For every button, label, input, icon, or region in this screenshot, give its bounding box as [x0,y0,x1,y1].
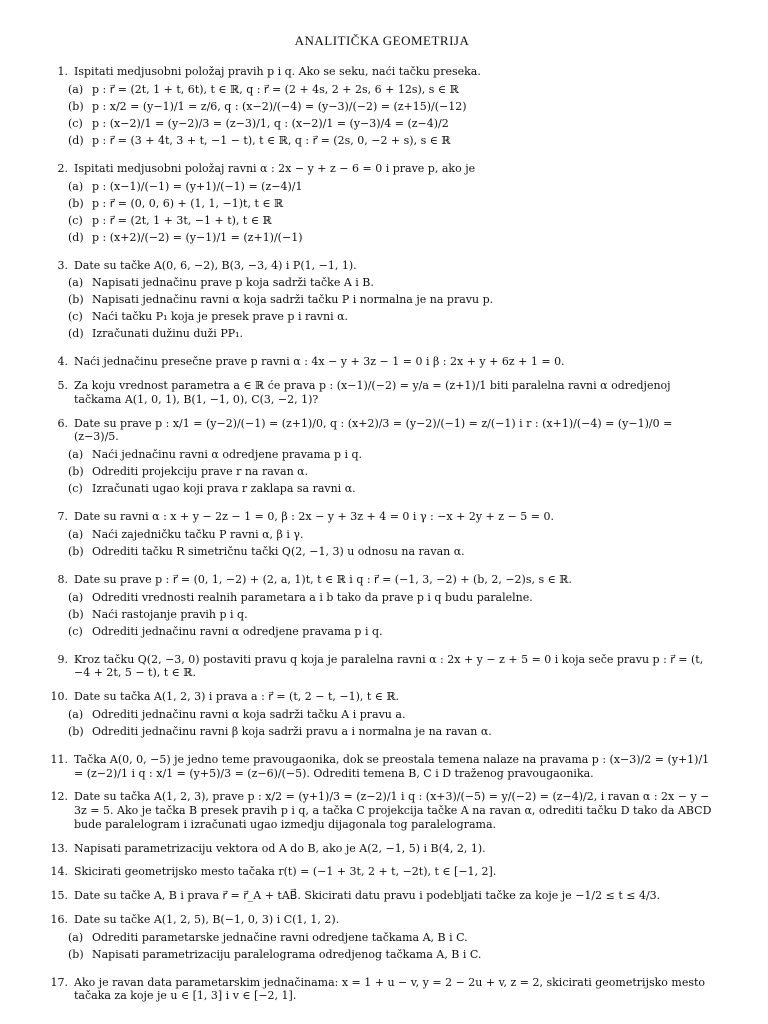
problem-item [48,162,716,249]
problem-number: 2. [57,161,68,175]
subpart [68,609,716,626]
problem-text: Kroz tačku Q(2, −3, 0) postaviti pravu q koja je paralelna ravni α : 2x + y − z + 5 = 0 i koja seče pravu p : r⃗ = (t, −4 + 2t, 5 − t), t ∈ ℝ. [74,652,704,680]
problem-item [48,753,716,781]
subpart-list [68,932,716,966]
problem-statement [48,65,716,79]
subpart-label: (a) [68,448,84,461]
problem-text: Date su ravni α : x + y − 2z − 1 = 0, β : 2x − y + 3z + 4 = 0 i γ : −x + 2y + z − 5 = 0. [74,510,554,523]
problem-item [48,65,716,152]
subpart [68,84,716,101]
subpart-label: (b) [68,607,84,621]
problem-item [48,913,716,966]
subpart-text: p : (x−1)/(−1) = (y+1)/(−1) = (z−4)/1 [92,179,303,193]
subpart-list [68,449,716,500]
subpart [68,483,716,500]
problem-number: 13. [50,841,68,855]
problem-number: 5. [57,379,68,392]
subpart-text: p : (x−2)/1 = (y−2)/3 = (z−3)/1, q : (x−2)/1 = (y−3)/4 = (z−4)/2 [92,116,449,130]
subpart-list [68,84,716,152]
subpart [68,709,716,726]
subpart-text: Odrediti jednačinu ravni α odredjene pravama p i q. [92,624,383,638]
problem-text: Ispitati medjusobni položaj pravih p i q. Ako se seku, naći tačku preseka. [74,65,481,78]
problem-number: 10. [50,690,68,703]
subpart-text: p : (x+2)/(−2) = (y−1)/1 = (z+1)/(−1) [92,230,303,244]
problem-number: 15. [50,889,68,902]
problem-number: 11. [50,752,68,766]
subpart [68,592,716,609]
subpart [68,449,716,466]
problem-text: Napisati parametrizaciju vektora od A do B, ako je A(2, −1, 5) i B(4, 2, 1). [74,841,486,855]
problem-statement [48,913,716,927]
subpart [68,311,716,328]
subpart [68,277,716,294]
page-title: ANALITIČKA GEOMETRIJA [294,33,470,48]
subpart [68,181,716,198]
subpart-label: (c) [68,213,83,227]
subpart [68,466,716,483]
problem-text: Date su tačke A(1, 2, 5), B(−1, 0, 3) i C(1, 1, 2). [74,912,340,926]
problem-statement [48,355,716,369]
subpart [68,198,716,215]
problem-text: Ako je ravan data parametarskim jednačinama: x = 1 + u − v, y = 2 − 2u + v, z = 2, skicirati geometrijsko mesto tačaka za koje je u ∈ [1, 3] i v ∈ [−2, 1]. [74,975,706,1003]
subpart-text: p : r⃗ = (2t, 1 + t, 6t), t ∈ ℝ, q : r⃗ = (2 + 4s, 2 + 2s, 6 + 12s), s ∈ ℝ [92,82,459,96]
subpart-label: (a) [68,590,84,604]
problem-item [48,653,716,681]
problem-number: 14. [50,865,68,879]
problem-statement [48,753,716,781]
subpart-label: (b) [68,465,84,478]
subpart-text: Napisati parametrizaciju paralelograma odredjenog tačkama A, B i C. [92,947,482,961]
problem-number: 1. [57,65,68,78]
subpart [68,932,716,949]
subpart-text: p : x/2 = (y−1)/1 = z/6, q : (x−2)/(−4) = (y−3)/(−2) = (z+15)/(−12) [92,99,467,113]
subpart-text: Odrediti projekciju prave r na ravan α. [92,465,309,478]
problem-statement [48,259,716,273]
subpart-text: Napisati jednačinu prave p koja sadrži tačke A i B. [92,276,374,290]
subpart-text: Naći rastojanje pravih p i q. [92,607,248,621]
subpart-label: (b) [68,544,84,558]
subpart-text: Odrediti parametarske jednačine ravni odredjene tačkama A, B i C. [92,930,468,944]
subpart-text: Odrediti tačku R simetričnu tački Q(2, −1, 3) u odnosu na ravan α. [92,544,465,558]
problem-number: 12. [50,790,68,804]
subpart-text: Izračunati ugao koji prava r zaklapa sa ravni α. [92,482,356,495]
problem-item [48,865,716,879]
subpart-label: (c) [68,310,83,324]
problem-number: 6. [57,416,68,430]
problem-statement [48,653,716,681]
subpart-label: (a) [68,82,84,96]
problem-number: 17. [50,975,68,989]
subpart [68,232,716,249]
problem-item [48,889,716,903]
problem-statement [48,790,716,831]
problem-number: 16. [50,912,68,926]
subpart [68,546,716,563]
problem-statement [48,573,716,587]
problem-item [48,355,716,369]
subpart-label: (b) [68,293,84,307]
subpart [68,135,716,152]
subpart [68,726,716,743]
problem-item [48,790,716,831]
subpart-list [68,592,716,643]
subpart-text: p : r⃗ = (3 + 4t, 3 + t, −1 − t), t ∈ ℝ, q : r⃗ = (2s, 0, −2 + s), s ∈ ℝ [92,133,451,147]
subpart-label: (b) [68,947,84,961]
problem-text: Za koju vrednost parametra a ∈ ℝ će prava p : (x−1)/(−2) = y/a = (z+1)/1 biti paralelna ravni α odredjenoj tačkama A(1, 0, 1), B(1, −1, 0), C(3, −2, 1)? [74,379,671,406]
problem-statement [48,379,716,407]
subpart-label: (a) [68,930,84,944]
subpart [68,215,716,232]
problem-item [48,976,716,1004]
subpart-label: (c) [68,624,83,638]
subpart-text: Izračunati dužinu duži PP₁. [92,327,244,341]
problem-statement [48,865,716,879]
subpart [68,294,716,311]
problem-text: Date su tačke A, B i prava r⃗ = r⃗_A + tAB⃗. Skicirati datu pravu i podebljati tačke za koje je −1/2 ≤ t ≤ 4/3. [74,889,661,902]
problem-number: 9. [57,652,68,666]
problem-statement [48,417,716,445]
subpart-text: Naći jednačinu ravni α odredjene pravama p i q. [92,448,363,461]
subpart-label: (d) [68,230,84,244]
problem-number: 3. [57,258,68,272]
problem-text: Naći jednačinu presečne prave p ravni α : 4x − y + 3z − 1 = 0 i β : 2x + y + 6z + 1 = 0. [74,355,565,369]
subpart-text: Naći zajedničku tačku P ravni α, β i γ. [92,527,304,541]
subpart-text: Odrediti jednačinu ravni α koja sadrži tačku A i pravu a. [92,707,406,721]
subpart-text: Napisati jednačinu ravni α koja sadrži tačku P i normalna je na pravu p. [92,293,494,307]
subpart-label: (a) [68,527,84,541]
problem-text: Date su prave p : x/1 = (y−2)/(−1) = (z+1)/0, q : (x+2)/3 = (y−2)/(−1) = z/(−1) i r : (x+1)/(−4) = (y−1)/0 = (z−3)/5. [74,416,673,444]
problem-text: Date su tačke A(0, 6, −2), B(3, −3, 4) i P(1, −1, 1). [74,258,357,272]
subpart [68,328,716,345]
subpart-text: Odrediti jednačinu ravni β koja sadrži pravu a i normalna je na ravan α. [92,724,492,738]
problem-item [48,417,716,501]
problem-item [48,379,716,407]
subpart-list [68,181,716,249]
problem-text: Date su tačka A(1, 2, 3) i prava a : r⃗ = (t, 2 − t, −1), t ∈ ℝ. [74,690,400,703]
problem-statement [48,162,716,176]
problem-item [48,842,716,856]
subpart-label: (c) [68,116,83,130]
problem-text: Date su prave p : r⃗ = (0, 1, −2) + (2, a, 1)t, t ∈ ℝ i q : r⃗ = (−1, 3, −2) + (b, 2, −2)s, s ∈ ℝ. [74,572,572,586]
problem-number: 8. [57,572,68,586]
subpart-list [68,529,716,563]
subpart-list [68,277,716,345]
subpart-label: (b) [68,99,84,113]
problem-text: Ispitati medjusobni položaj ravni α : 2x − y + z − 6 = 0 i prave p, ako je [74,161,476,175]
subpart-text: Odrediti vrednosti realnih parametara a i b tako da prave p i q budu paralelne. [92,590,533,604]
problem-item [48,690,716,743]
subpart-label: (b) [68,724,84,738]
problem-text: Date su tačka A(1, 2, 3), prave p : x/2 = (y+1)/3 = (z−2)/1 i q : (x+3)/(−5) = y/(−2) = (z−4)/2, i ravan α : 2x − y − 3z = 5. Ako je tačka B presek pravih p i q, a tačka C projekcija tačke A na ravan α, odrediti tačku D tako da ABCD bude paralelogram i izračunati ugao izmedju dijagonala tog paralelograma. [74,790,712,831]
subpart-text: Naći tačku P₁ koja je presek prave p i ravni α. [92,310,349,324]
subpart-text: p : r⃗ = (2t, 1 + 3t, −1 + t), t ∈ ℝ [92,213,272,227]
subpart [68,626,716,643]
subpart-label: (a) [68,707,84,721]
problem-text: Skicirati geometrijsko mesto tačaka r(t) = (−1 + 3t, 2 + t, −2t), t ∈ [−1, 2]. [74,865,497,879]
subpart [68,529,716,546]
subpart [68,949,716,966]
problem-item [48,510,716,563]
problem-statement [48,510,716,524]
subpart-label: (a) [68,276,84,290]
problem-item [48,259,716,346]
subpart-label: (c) [68,482,83,495]
subpart-label: (b) [68,196,84,210]
problem-statement [48,889,716,903]
subpart-label: (a) [68,179,84,193]
problem-number: 4. [57,355,68,369]
subpart-text: p : r⃗ = (0, 0, 6) + (1, 1, −1)t, t ∈ ℝ [92,196,284,210]
subpart [68,101,716,118]
problem-list [48,65,716,1003]
subpart-label: (d) [68,133,84,147]
subpart [68,118,716,135]
problem-statement [48,690,716,704]
problem-text: Tačka A(0, 0, −5) je jedno teme pravougaonika, dok se preostala temena nalaze na pravama p : (x−3)/2 = (y+1)/1 = (z−2)/1 i q : x/1 = (y+5)/3 = (z−6)/(−5). Odrediti temena B, C i D traženog pravougaonika. [74,752,710,780]
problem-number: 7. [57,510,68,523]
problem-statement [48,842,716,856]
subpart-list [68,709,716,743]
problem-statement [48,976,716,1004]
subpart-label: (d) [68,327,84,341]
problem-item [48,573,716,643]
